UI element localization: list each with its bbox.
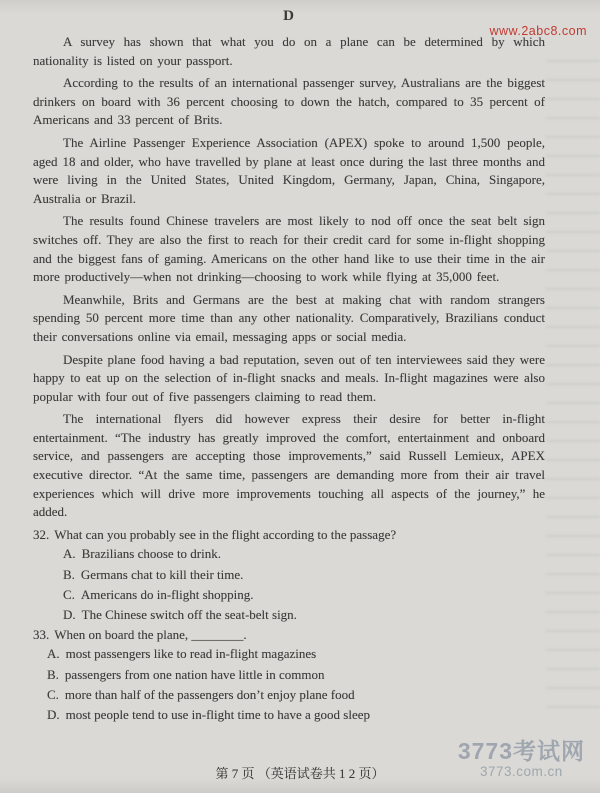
passage-paragraph: A survey has shown that what you do on a plane can be determined by which nationality is listed on your passport. bbox=[33, 34, 545, 68]
option-text: The Chinese switch off the seat-belt sign. bbox=[81, 606, 297, 622]
page-footer-label: 第 7 页 （英语试卷共 1 2 页） bbox=[215, 766, 385, 781]
option-row bbox=[63, 545, 545, 563]
page-bleed-through-artifact bbox=[546, 60, 600, 713]
option-text: Brazilians choose to drink. bbox=[81, 546, 221, 562]
option-label: B. bbox=[47, 666, 59, 682]
bottom-watermark-site-name: 3773考试网 bbox=[457, 738, 585, 765]
option-row bbox=[63, 586, 545, 604]
option-text: Americans do in-flight shopping. bbox=[80, 586, 254, 602]
passage-paragraph: The results found Chinese travelers are most likely to nod off once the seat belt sign switches off. They are also the first to reach for their credit card for some in-flight shopping and the biggest fans of gaming. Americans on the other hand like to use their time in the air more productively—when not drinking—choosing to work while flying at 35,000 feet. bbox=[33, 213, 545, 285]
question-32 bbox=[33, 526, 545, 623]
option-text: most passengers like to read in-flight magazines bbox=[65, 646, 317, 662]
question-stem-text: When on board the plane, ________. bbox=[54, 626, 247, 642]
option-label: C. bbox=[63, 586, 75, 602]
option-text: more than half of the passengers don’t enjoy plane food bbox=[64, 686, 355, 702]
question-stem bbox=[33, 626, 545, 644]
option-text: most people tend to use in-flight time to have a good sleep bbox=[65, 706, 370, 722]
option-text: Germans chat to kill their time. bbox=[80, 566, 244, 582]
reading-passage bbox=[33, 33, 545, 522]
option-row bbox=[63, 606, 545, 624]
option-label: A. bbox=[47, 646, 60, 662]
option-label: D. bbox=[47, 706, 60, 722]
option-row bbox=[47, 706, 545, 724]
option-label: C. bbox=[47, 686, 59, 702]
option-text: passengers from one nation have little in common bbox=[64, 666, 325, 682]
option-row bbox=[63, 566, 545, 584]
option-row bbox=[47, 686, 545, 704]
option-row bbox=[47, 666, 545, 684]
question-stem bbox=[33, 526, 545, 544]
section-label: D bbox=[283, 8, 295, 24]
questions-section bbox=[33, 526, 545, 723]
option-row bbox=[47, 645, 545, 663]
passage-paragraph: The international flyers did however express their desire for better in-flight entertainment. “The industry has greatly improved the comfort, entertainment and onboard service, and passengers are accepting those improvements,” said Russell Lemieux, APEX executive director. “At the same time, passengers are demanding more from their air travel experiences which will drive more improvements touching all aspects of the journey,” he added. bbox=[33, 411, 545, 520]
question-33 bbox=[33, 626, 545, 723]
passage-paragraph: According to the results of an international passenger survey, Australians are the biggest drinkers on board with 36 percent choosing to down the hatch, compared to 35 percent of Americans and 33 percent of Brits. bbox=[33, 75, 545, 128]
option-label: D. bbox=[63, 606, 76, 622]
passage-paragraph: Despite plane food having a bad reputation, seven out of ten interviewees said they were happy to eat up on the selection of in-flight snacks and meals. In-flight magazines were also popular with four out of five passengers claiming to read them. bbox=[33, 351, 545, 404]
top-watermark-url: www.2abc8.com bbox=[489, 24, 587, 38]
option-label: A. bbox=[63, 546, 76, 562]
bottom-watermark bbox=[458, 738, 585, 780]
passage-paragraph: The Airline Passenger Experience Association (APEX) spoke to around 1,500 people, aged 18 and older, who have travelled by plane at least once during the last three months and were living in the United States, United Kingdom, Germany, Japan, China, Singapore, Australia or Brazil. bbox=[33, 134, 545, 206]
question-number: 32. bbox=[33, 526, 50, 542]
question-stem-text: What can you probably see in the flight according to the passage? bbox=[54, 526, 397, 542]
option-label: B. bbox=[63, 566, 75, 582]
bottom-watermark-url: 3773.com.cn bbox=[480, 764, 563, 780]
page-content bbox=[33, 6, 545, 726]
passage-paragraph: Meanwhile, Brits and Germans are the best at making chat with random strangers spending 50 percent more time than any other nationality. Comparatively, Brazilians conduct their conversations online via email, messaging apps or social media. bbox=[33, 291, 545, 344]
question-number: 33. bbox=[33, 626, 50, 642]
